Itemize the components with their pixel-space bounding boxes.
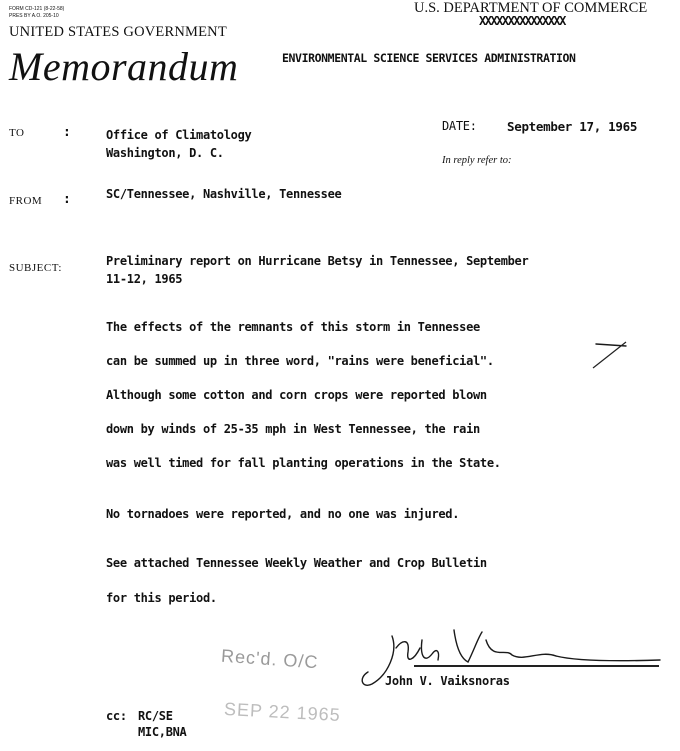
body-line: down by winds of 25-35 mph in West Tennessee, the rain [106,422,480,436]
to-label: TO [9,127,25,139]
subject-line-2: 11-12, 1965 [106,272,183,286]
cc-recipient-1: RC/SE [138,709,173,723]
form-number: FORM CD-121 (8-22-58) [9,6,65,12]
received-stamp-line-2: SEP 22 1965 [223,698,342,726]
body-line: The effects of the remnants of this storm in Tennessee [106,320,480,334]
cc-label: cc: [106,709,127,723]
to-line-2: Washington, D. C. [106,146,224,160]
signatory-name: John V. Vaiksnoras [385,674,510,688]
department-header: U.S. DEPARTMENT OF COMMERCE [414,0,648,16]
to-line-1: Office of Climatology [106,128,252,142]
form-authority: PRES BY A.O. 205-10 [9,13,59,19]
received-stamp-line-1: Rec'd. O/C [220,645,320,673]
reply-label: In reply refer to: [442,155,512,166]
from-label: FROM [9,195,43,207]
administration-header: ENVIRONMENTAL SCIENCE SERVICES ADMINISTRATION [282,51,576,65]
to-colon: : [63,125,71,140]
body-line: was well timed for fall planting operations in the State. [106,456,501,470]
body-line: can be summed up in three word, "rains were beneficial". [106,354,494,368]
from-colon: : [63,192,71,207]
subject-label: SUBJECT: [9,262,62,274]
government-header: UNITED STATES GOVERNMENT [9,24,227,40]
body-line: See attached Tennessee Weekly Weather and Crop Bulletin [106,556,487,570]
subject-line-1: Preliminary report on Hurricane Betsy in Tennessee, September [106,254,529,268]
memo-title: Memorandum [9,44,239,89]
from-value: SC/Tennessee, Nashville, Tennessee [106,187,342,201]
date-value: September 17, 1965 [507,119,638,134]
body-line: Although some cotton and corn crops were reported blown [106,388,487,402]
date-label: DATE: [442,119,477,133]
struck-out-text: XXXXXXXXXXXXXXX [479,14,565,28]
body-paragraph-2: No tornadoes were reported, and no one was injured. [106,507,460,521]
body-line: for this period. [106,591,217,605]
signature-line [414,665,659,667]
cc-recipient-2: MIC,BNA [138,725,187,739]
